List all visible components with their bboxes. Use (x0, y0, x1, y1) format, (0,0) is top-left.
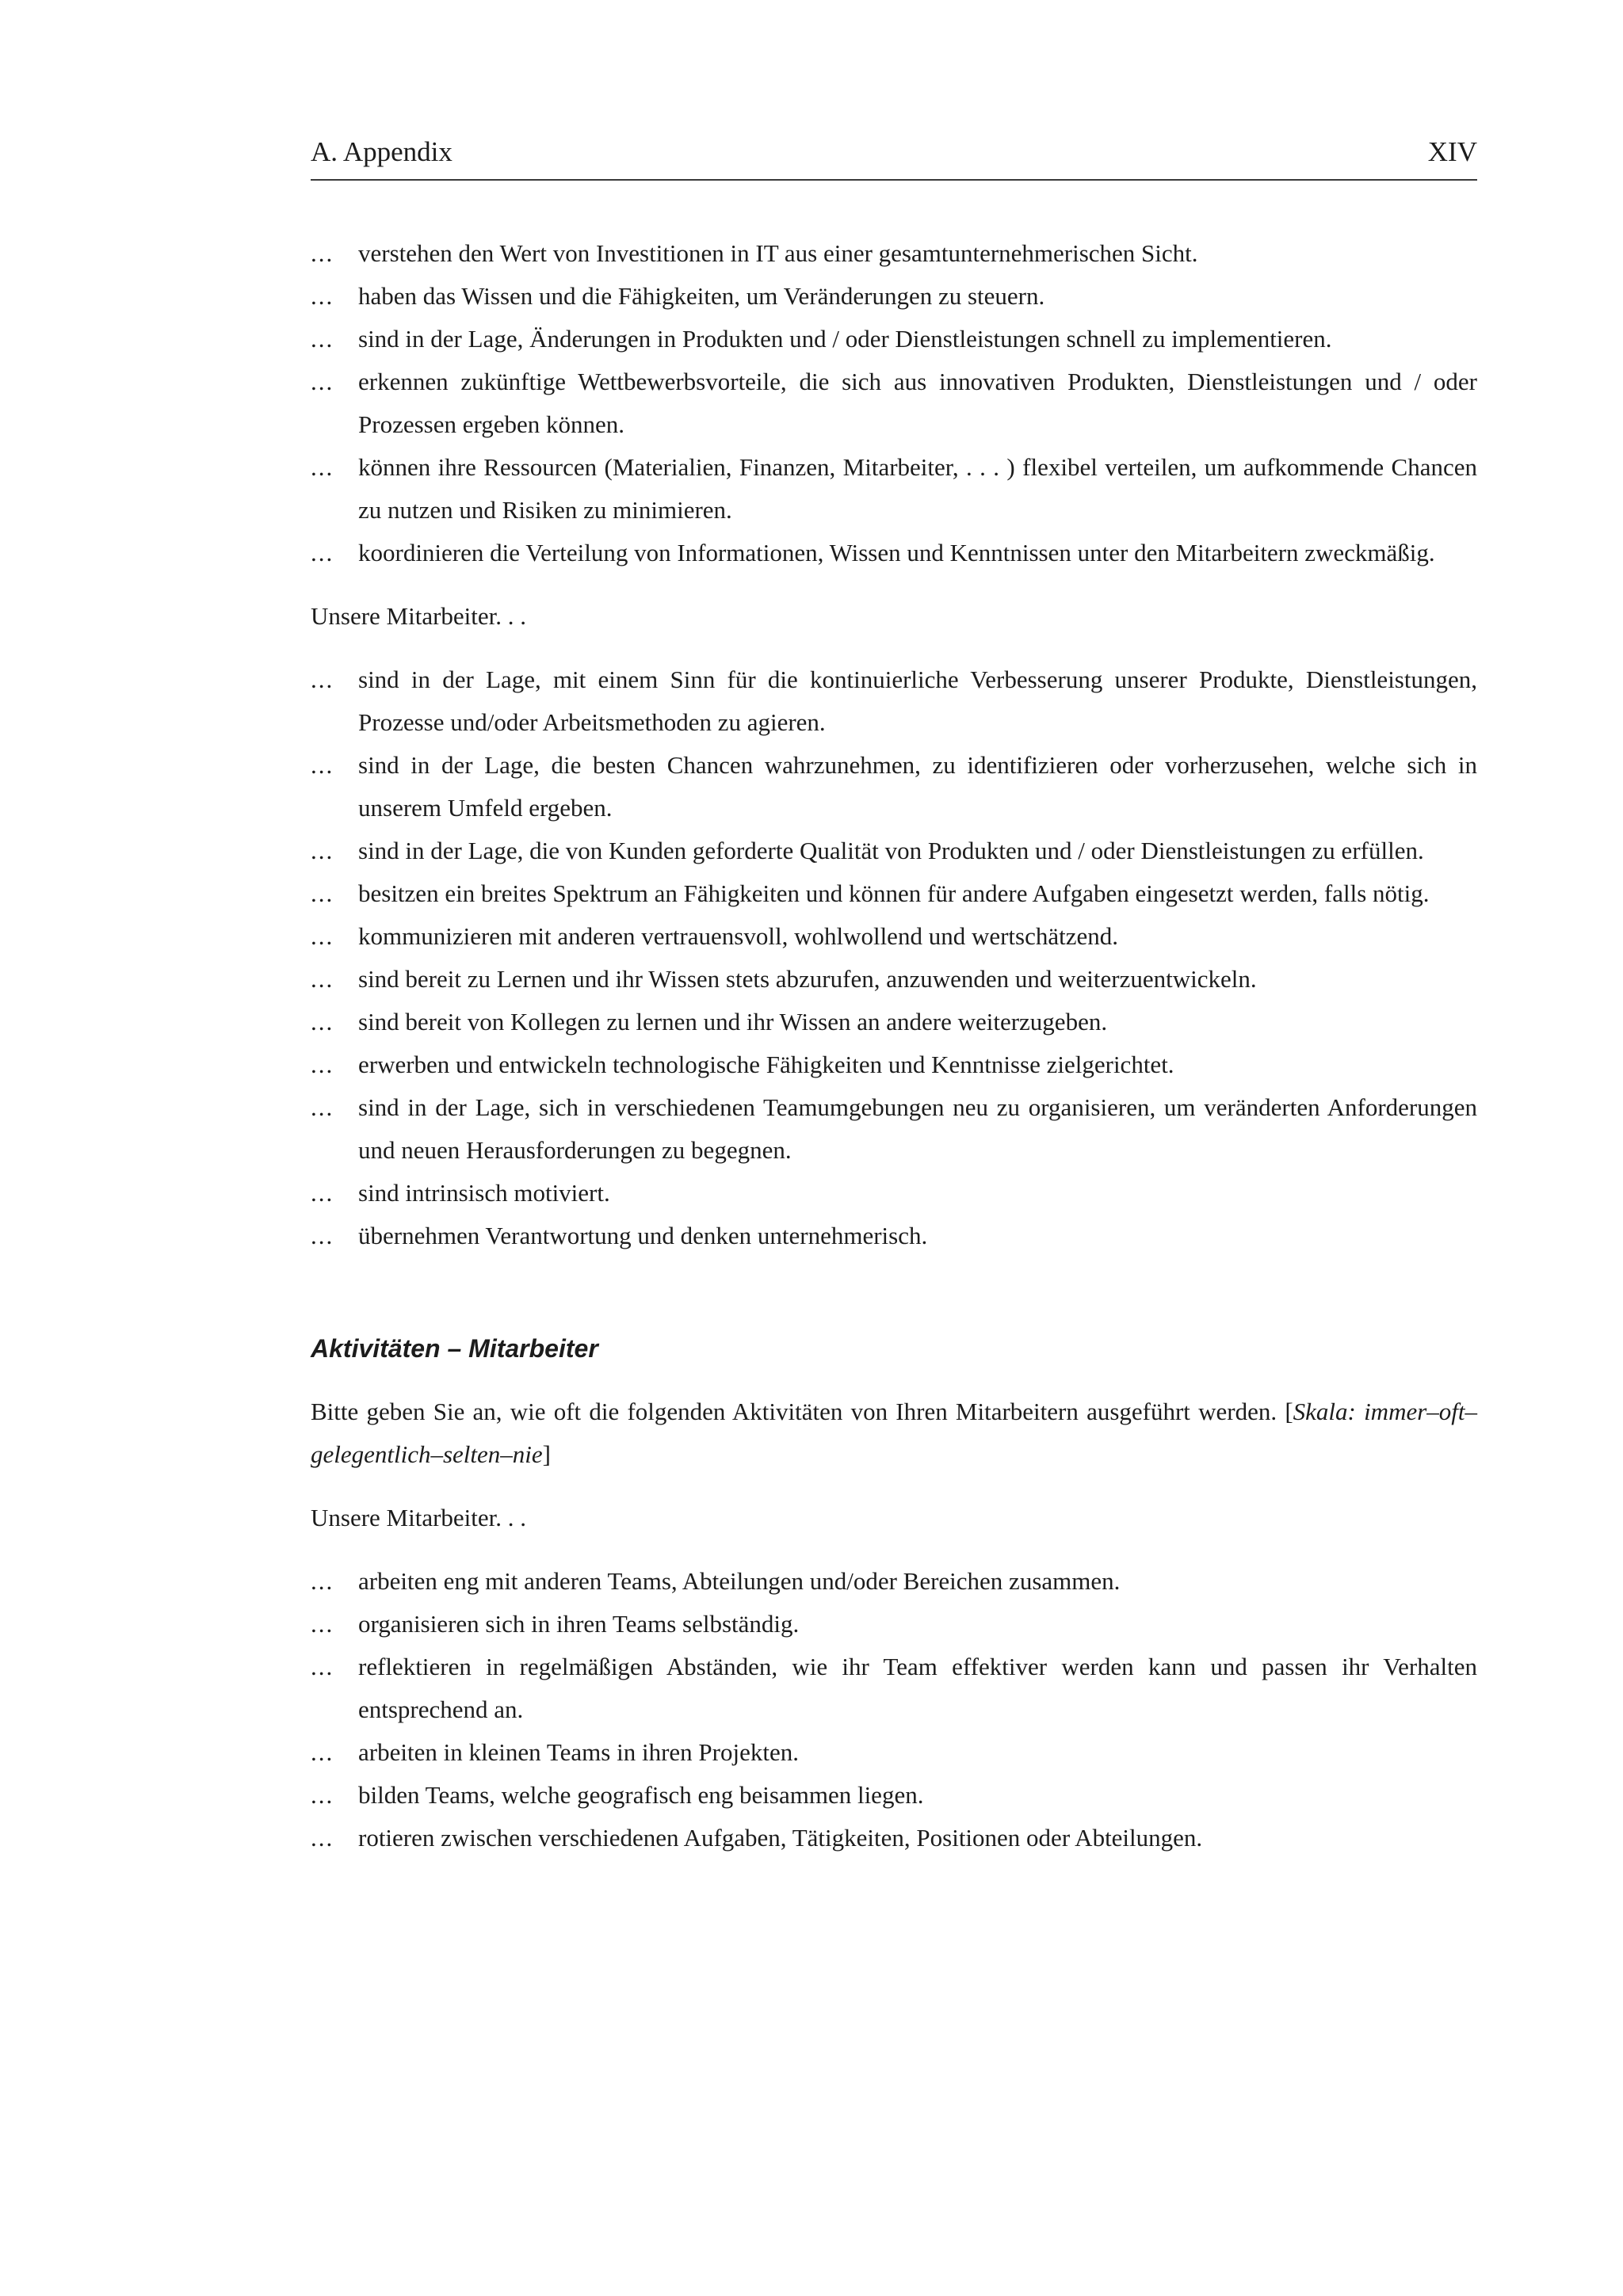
list-item-text: bilden Teams, welche geografisch eng beisammen liegen. (358, 1781, 924, 1809)
list-item (311, 318, 1477, 360)
list-item (311, 958, 1477, 1001)
list-item (311, 275, 1477, 318)
ellipsis-marker: ... (311, 1567, 334, 1595)
employees-intro-2: Unsere Mitarbeiter. . . (311, 1504, 527, 1531)
ellipsis-marker: ... (311, 368, 334, 395)
ellipsis-marker: ... (311, 1008, 334, 1035)
list-item (311, 1560, 1477, 1603)
list-item (311, 532, 1477, 574)
ellipsis-marker: ... (311, 666, 334, 693)
list-item (311, 360, 1477, 446)
list-item-text: sind intrinsisch motiviert. (358, 1179, 610, 1207)
list-item (311, 915, 1477, 958)
list-item (311, 872, 1477, 915)
ellipsis-marker: ... (311, 282, 334, 310)
list-item-text: sind in der Lage, Änderungen in Produkten und / oder Dienstleistungen schnell zu implementieren. (358, 325, 1332, 353)
list-one (311, 232, 1477, 574)
ellipsis-marker: ... (311, 965, 334, 993)
list-item-text: haben das Wissen und die Fähigkeiten, um Veränderungen zu steuern. (358, 282, 1045, 310)
list-item-text: rotieren zwischen verschiedenen Aufgaben, Tätigkeiten, Positionen oder Abteilungen. (358, 1824, 1203, 1852)
ellipsis-marker: ... (311, 539, 334, 566)
ellipsis-marker: ... (311, 1653, 334, 1680)
instruction-text: Bitte geben Sie an, wie oft die folgenden Aktivitäten von Ihren Mitarbeitern ausgeführt werden. [ (311, 1398, 1293, 1425)
list-item (311, 1001, 1477, 1043)
list-item-text: verstehen den Wert von Investitionen in IT aus einer gesamtunternehmerischen Sicht. (358, 239, 1198, 267)
list-item-text: besitzen ein breites Spektrum an Fähigkeiten und können für andere Aufgaben eingesetzt werden, falls nötig. (358, 879, 1430, 907)
list-item-text: sind in der Lage, die besten Chancen wahrzunehmen, zu identifizieren oder vorherzusehen, welche sich in unserem Umfeld ergeben. (358, 751, 1477, 822)
employees-intro: Unsere Mitarbeiter. . . (311, 602, 527, 630)
list-item (311, 1731, 1477, 1774)
ellipsis-marker: ... (311, 325, 334, 353)
ellipsis-marker: ... (311, 239, 334, 267)
list-item-text: reflektieren in regelmäßigen Abständen, wie ihr Team effektiver werden kann und passen ihr Verhalten entsprechend an. (358, 1653, 1477, 1723)
list-item-text: arbeiten eng mit anderen Teams, Abteilungen und/oder Bereichen zusammen. (358, 1567, 1121, 1595)
list-item-text: sind in der Lage, sich in verschiedenen Teamumgebungen neu zu organisieren, um veränderten Anforderungen und neuen Herausforderungen zu begegnen. (358, 1093, 1477, 1164)
list-item-text: organisieren sich in ihren Teams selbständig. (358, 1610, 800, 1638)
ellipsis-marker: ... (311, 1824, 334, 1852)
list-item (311, 1172, 1477, 1215)
ellipsis-marker: ... (311, 1738, 334, 1766)
ellipsis-marker: ... (311, 1222, 334, 1249)
ellipsis-marker: ... (311, 1179, 334, 1207)
ellipsis-marker: ... (311, 922, 334, 950)
list-item (311, 1774, 1477, 1817)
section-heading: Aktivitäten – Mitarbeiter (311, 1334, 598, 1363)
list-item (311, 232, 1477, 275)
list-item-text: sind bereit zu Lernen und ihr Wissen stets abzurufen, anzuwenden und weiterzuentwickeln. (358, 965, 1257, 993)
ellipsis-marker: ... (311, 453, 334, 481)
list-item-text: übernehmen Verantwortung und denken unternehmerisch. (358, 1222, 928, 1249)
instruction-end: ] (542, 1440, 551, 1468)
list-item-text: koordinieren die Verteilung von Informationen, Wissen und Kenntnissen unter den Mitarbeitern zweckmäßig. (358, 539, 1435, 566)
page-number: XIV (1427, 136, 1477, 167)
list-three (311, 1560, 1477, 1859)
list-item (311, 1086, 1477, 1172)
ellipsis-marker: ... (311, 1610, 334, 1638)
list-item-text: sind in der Lage, mit einem Sinn für die kontinuierliche Verbesserung unserer Produkte, Dienstleistungen, Prozesse und/oder Arbeitsmethoden zu agieren. (358, 666, 1477, 736)
list-item-text: arbeiten in kleinen Teams in ihren Projekten. (358, 1738, 799, 1766)
list-item (311, 744, 1477, 830)
list-two (311, 658, 1477, 1257)
section-instruction (311, 1390, 1477, 1476)
list-item (311, 1215, 1477, 1257)
list-item (311, 1817, 1477, 1859)
page-content (311, 232, 1477, 1859)
list-item (311, 446, 1477, 532)
ellipsis-marker: ... (311, 837, 334, 864)
ellipsis-marker: ... (311, 879, 334, 907)
list-item-text: erkennen zukünftige Wettbewerbsvorteile, die sich aus innovativen Produkten, Dienstleistungen und / oder Prozessen ergeben können. (358, 368, 1477, 438)
list-item-text: erwerben und entwickeln technologische Fähigkeiten und Kenntnisse zielgerichtet. (358, 1051, 1174, 1078)
scale-text: Skala: immer–oft–gelegentlich–selten–nie (311, 1398, 1477, 1468)
ellipsis-marker: ... (311, 1093, 334, 1121)
chapter-title: A. Appendix (311, 136, 453, 167)
list-item-text: sind in der Lage, die von Kunden geforderte Qualität von Produkten und / oder Dienstleistungen zu erfüllen. (358, 837, 1424, 864)
list-item-text: sind bereit von Kollegen zu lernen und ihr Wissen an andere weiterzugeben. (358, 1008, 1108, 1035)
ellipsis-marker: ... (311, 751, 334, 779)
list-item (311, 830, 1477, 872)
list-item (311, 1043, 1477, 1086)
list-item (311, 658, 1477, 744)
list-item-text: können ihre Ressourcen (Materialien, Finanzen, Mitarbeiter, . . . ) flexibel verteilen, um aufkommende Chancen zu nutzen und Risiken zu minimieren. (358, 453, 1477, 524)
ellipsis-marker: ... (311, 1051, 334, 1078)
list-item (311, 1603, 1477, 1646)
running-header (311, 133, 1477, 181)
list-item-text: kommunizieren mit anderen vertrauensvoll, wohlwollend und wertschätzend. (358, 922, 1118, 950)
ellipsis-marker: ... (311, 1781, 334, 1809)
list-item (311, 1646, 1477, 1731)
